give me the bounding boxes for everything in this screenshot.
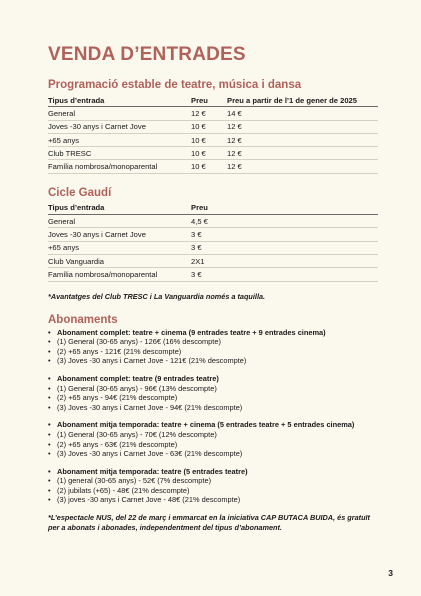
abonament-item — [48, 393, 378, 403]
table-cell: 12 € — [227, 147, 378, 160]
empty-cell — [227, 202, 378, 215]
table-row — [48, 147, 378, 160]
abonament-heading-text: Abonament complet: teatre (9 entrades teatre) — [57, 373, 219, 383]
abonament-item — [48, 347, 378, 357]
table-row — [48, 241, 378, 254]
abonament-item — [48, 440, 378, 450]
bullet-icon: • — [48, 429, 51, 439]
abonament-heading — [48, 467, 378, 477]
bullet-icon: • — [48, 373, 51, 383]
header-cell: Preu — [191, 94, 227, 107]
price-table-programacio — [48, 94, 378, 174]
abonament-item — [48, 495, 378, 505]
abonament-item-text: (2) +65 anys - 121€ (21% descompte) — [57, 346, 182, 356]
table-cell: Família nombrosa/monoparental — [48, 160, 191, 173]
bullet-icon: • — [48, 466, 51, 476]
abonament-block — [48, 328, 378, 366]
table-row — [48, 215, 378, 228]
empty-cell — [227, 228, 378, 241]
abonament-item-text: (3) Joves -30 anys i Carnet Jove - 121€ (21% descompte) — [57, 356, 247, 366]
abonament-item-text: (1) general (30-65 anys) - 52€ (7% descompte) — [57, 476, 212, 486]
bullet-icon: • — [48, 383, 51, 393]
bullet-icon: • — [48, 439, 51, 449]
section-title-cicle-gaudi: Cicle Gaudí — [48, 186, 112, 199]
abonament-item — [48, 356, 378, 366]
abonament-heading — [48, 374, 378, 384]
table-cell: 12 € — [227, 133, 378, 146]
abonament-item — [48, 430, 378, 440]
club-note: *Avantatges del Club TRESC i La Vanguardia només a taquilla. — [48, 291, 266, 301]
abonament-block — [48, 420, 378, 458]
abonament-item-text: (3) Joves -30 anys i Carnet Jove - 94€ (21% descompte) — [57, 402, 243, 412]
table-cell: 3 € — [191, 228, 227, 241]
abonament-heading-text: Abonament complet: teatre + cinema (9 entrades teatre + 9 entrades cinema) — [57, 327, 326, 337]
bullet-icon: • — [48, 393, 51, 403]
bullet-icon: • — [48, 449, 51, 459]
abonament-heading — [48, 328, 378, 338]
table-row — [48, 160, 378, 173]
page-content — [48, 44, 378, 533]
empty-cell — [227, 215, 378, 228]
abonament-block — [48, 374, 378, 412]
table-row — [48, 228, 378, 241]
abonament-block — [48, 467, 378, 505]
table-cell: General — [48, 107, 191, 120]
table-cell: 14 € — [227, 107, 378, 120]
abonament-item-text: (2) +65 anys - 94€ (21% descompte) — [57, 393, 178, 403]
bullet-icon: • — [48, 346, 51, 356]
table-cell: 10 € — [191, 120, 227, 133]
price-table-cicle-gaudi — [48, 202, 378, 282]
page-number: 3 — [388, 568, 393, 578]
empty-cell — [227, 254, 378, 267]
header-cell: Preu — [191, 202, 227, 215]
table-cell: 2X1 — [191, 254, 227, 267]
section-title-programacio: Programació estable de teatre, música i dansa — [48, 79, 302, 91]
header-cell: Tipus d’entrada — [48, 202, 191, 215]
bullet-icon: • — [48, 402, 51, 412]
abonament-heading-text: Abonament mitja temporada: teatre (5 entrades teatre) — [57, 466, 248, 476]
table-cell: 3 € — [191, 268, 227, 281]
abonament-item — [48, 449, 378, 459]
abonament-item-text: (2) jubilats (+65) - 48€ (21% descompte) — [57, 485, 190, 495]
bullet-icon: • — [48, 337, 51, 347]
table-cell: 12 € — [227, 120, 378, 133]
table-header-row — [48, 94, 378, 107]
abonament-item-text: (3) Joves -30 anys i Carnet Jove - 63€ (21% descompte) — [57, 449, 243, 459]
table-cell: +65 anys — [48, 133, 191, 146]
table-cell: 4,5 € — [191, 215, 227, 228]
abonament-item-text: (1) General (30-65 anys) - 70€ (12% descompte) — [57, 429, 217, 439]
section-title-abonaments: Abonaments — [48, 313, 118, 326]
abonament-item — [48, 384, 378, 394]
header-cell: Preu a partir de l’1 de gener de 2025 — [227, 94, 378, 107]
table-cell: 12 € — [191, 107, 227, 120]
table-cell: 12 € — [227, 160, 378, 173]
footnote: *L’espectacle NUS, del 22 de març i emmarcat en la iniciativa CAP BUTACA BUIDA, és gratuït per a abonats i abonades, independentment del tipus d’abonament. — [48, 513, 370, 533]
abonament-item — [48, 337, 378, 347]
table-cell: 10 € — [191, 160, 227, 173]
table-cell: Joves -30 anys i Carnet Jove — [48, 120, 191, 133]
table-cell: 3 € — [191, 241, 227, 254]
table-cell: Joves -30 anys i Carnet Jove — [48, 228, 191, 241]
empty-cell — [227, 241, 378, 254]
table-row — [48, 254, 378, 267]
page-title: VENDA D’ENTRADES — [48, 44, 246, 65]
table-row — [48, 120, 378, 133]
header-cell: Tipus d’entrada — [48, 94, 191, 107]
empty-cell — [227, 268, 378, 281]
table-cell: General — [48, 215, 191, 228]
abonament-item — [48, 486, 378, 496]
bullet-icon: • — [48, 495, 51, 505]
table-cell: 10 € — [191, 133, 227, 146]
table-row — [48, 107, 378, 120]
table-cell: Família nombrosa/monoparental — [48, 268, 191, 281]
abonament-item-text: (1) General (30-65 anys) - 96€ (13% descompte) — [57, 383, 217, 393]
bullet-icon: • — [48, 485, 51, 495]
table-header-row — [48, 202, 378, 215]
table-cell: +65 anys — [48, 241, 191, 254]
abonament-item — [48, 476, 378, 486]
bullet-icon: • — [48, 420, 51, 430]
abonament-item-text: (1) General (30-65 anys) - 126€ (16% descompte) — [57, 337, 221, 347]
bullet-icon: • — [48, 356, 51, 366]
abonament-item-text: (2) +65 anys - 63€ (21% descompte) — [57, 439, 178, 449]
table-cell: 10 € — [191, 147, 227, 160]
abonament-item-text: (3) joves -30 anys i Carnet Jove - 48€ (21% descompte) — [57, 495, 241, 505]
table-cell: Club TRESC — [48, 147, 191, 160]
bullet-icon: • — [48, 476, 51, 486]
table-row — [48, 268, 378, 281]
abonament-heading — [48, 420, 378, 430]
bullet-icon: • — [48, 327, 51, 337]
table-cell: Club Vanguardia — [48, 254, 191, 267]
abonament-item — [48, 403, 378, 413]
table-row — [48, 133, 378, 146]
abonament-heading-text: Abonament mitja temporada: teatre + cinema (5 entrades teatre + 5 entrades cinema) — [57, 420, 355, 430]
